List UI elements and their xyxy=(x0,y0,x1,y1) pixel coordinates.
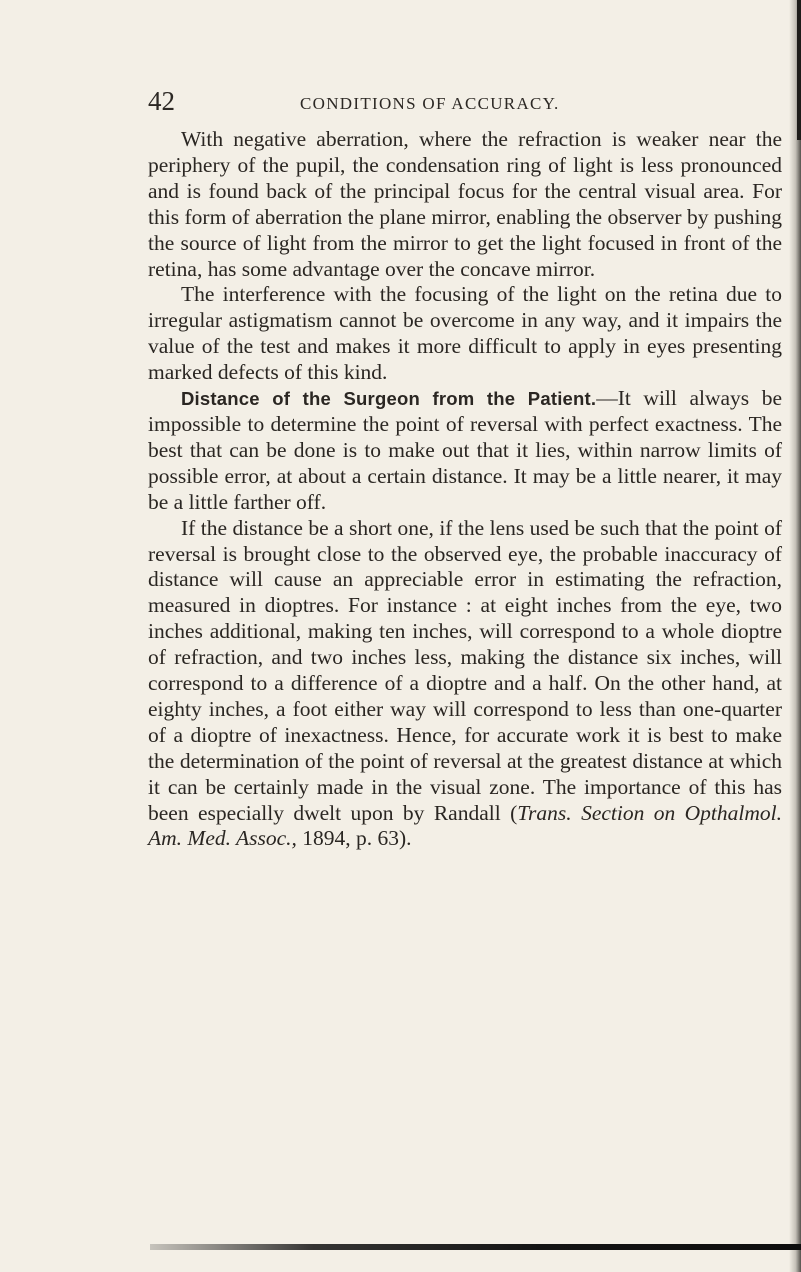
citation-italic: Trans. Section on Opthalmol. Am. Med. Assoc., xyxy=(148,800,783,851)
paragraph-text-end: 1894, p. 63). xyxy=(296,826,412,851)
page-number: 42 xyxy=(148,86,175,116)
running-head xyxy=(0,86,801,120)
paragraph-text: —It will always be impossible to determine the point of reversal with perfect exactness. The best that can be done is to make out that it lies, within narrow limits of possible error, at about a certain distance. It may be a little nearer, it may be a little farther off. xyxy=(148,386,783,514)
body-text xyxy=(148,127,782,852)
page-gutter-shadow xyxy=(789,0,801,1272)
section-sidehead: Distance of the Surgeon from the Patient. xyxy=(181,388,597,410)
paragraph-text: If the distance be a short one, if the lens used be such that the point of reversal is brought close to the observed eye, the probable inaccuracy of distance will cause an appreciable error in estimating the refraction, measured in dioptres. For instance : at eight inches from the eye, two inches additional, making ten inches, will correspond to a whole dioptre of refraction, and two inches less, making the distance six inches, will correspond to a difference of a dioptre and a half. On the other hand, at eighty inches, a foot either way will correspond to less than one-quarter of a dioptre of inexactness. Hence, for accurate work it is best to make the determination of the point of reversal at the greatest distance at which it can be certainly made in the visual zone. The importance of this has been especially dwelt upon by Randall ( xyxy=(148,515,782,825)
paragraph-short-distance xyxy=(148,516,782,853)
paragraph-text: With negative aberration, where the refraction is weaker near the periphery of the pupil, the condensation ring of light is less pronounced and is found back of the principal focus for the central visual area. For this form of aberration the plane mirror, enabling the observer by pushing the source of light from the mirror to get the light focused in front of the retina, has some advantage over the concave mirror. xyxy=(148,127,782,281)
page-edge-dark xyxy=(797,0,801,140)
paragraph-negative-aberration xyxy=(148,127,782,282)
paragraph-text: The interference with the focusing of the light on the retina due to irregular astigmatism cannot be overcome in any way, and it impairs the value of the test and makes it more difficult to apply in eyes presenting marked defects of this kind. xyxy=(148,282,782,385)
paragraph-irregular-astigmatism xyxy=(148,282,782,386)
paragraph-distance-of-surgeon xyxy=(148,386,782,516)
running-title: CONDITIONS OF ACCURACY. xyxy=(300,94,560,113)
bottom-page-edge xyxy=(150,1244,801,1250)
